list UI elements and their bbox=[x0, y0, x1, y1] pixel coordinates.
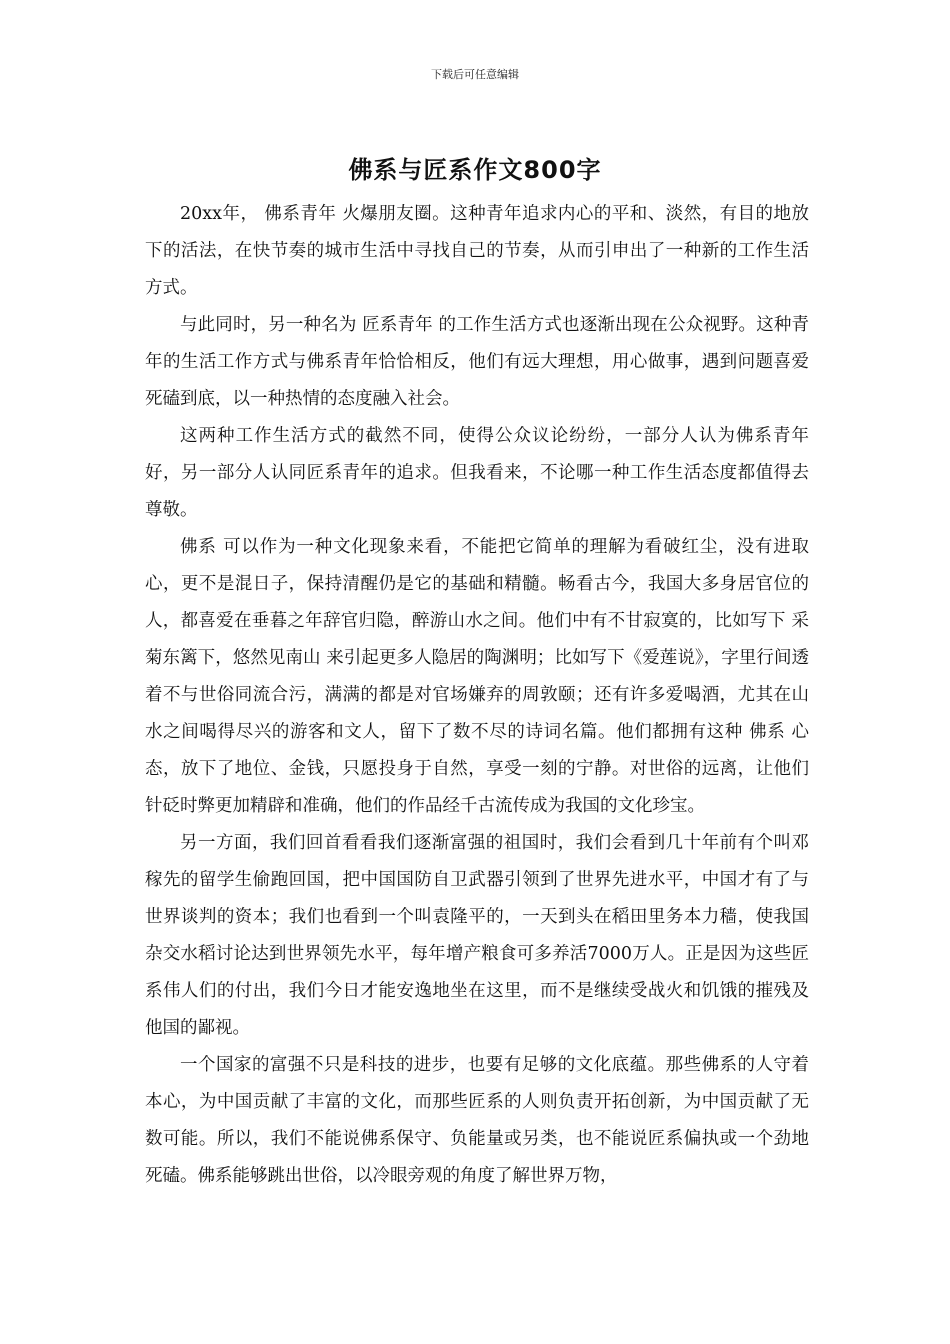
document-body bbox=[145, 196, 809, 1195]
paragraph: 与此同时，另一种名为 匠系青年 的工作生活方式也逐渐出现在公众视野。这种青年的生活工作方式与佛系青年恰恰相反，他们有远大理想，用心做事，遇到问题喜爱死磕到底，以一种热情的态度融入社会。 bbox=[145, 315, 809, 409]
paragraph: 一个国家的富强不只是科技的进步，也要有足够的文化底蕴。那些佛系的人守着本心，为中国贡献了丰富的文化，而那些匠系的人则负责开拓创新，为中国贡献了无数可能。所以，我们不能说佛系保守、负能量或另类，也不能说匠系偏执或一个劲地死磕。佛系能够跳出世俗，以冷眼旁观的角度了解世界万物， bbox=[145, 1055, 809, 1186]
paragraph: 20xx年， 佛系青年 火爆朋友圈。这种青年追求内心的平和、淡然，有目的地放下的活法，在快节奏的城市生活中寻找自己的节奏，从而引申出了一种新的工作生活方式。 bbox=[145, 204, 809, 298]
document-title: 佛系与匠系作文800字 bbox=[348, 156, 602, 184]
paragraph: 另一方面，我们回首看看我们逐渐富强的祖国时，我们会看到几十年前有个叫邓稼先的留学生偷跑回国，把中国国防自卫武器引领到了世界先进水平，中国才有了与世界谈判的资本；我们也看到一个叫袁隆平的，一天到头在稻田里务本力穑，使我国杂交水稻讨论达到世界领先水平，每年增产粮食可多养活7000万人。正是因为这些匠系伟人们的付出，我们今日才能安逸地坐在这里，而不是继续受战火和饥饿的摧残及他国的鄙视。 bbox=[145, 833, 809, 1038]
paragraph: 这两种工作生活方式的截然不同，使得公众议论纷纷，一部分人认为佛系青年好，另一部分人认同匠系青年的追求。但我看来，不论哪一种工作生活态度都值得去尊敬。 bbox=[145, 426, 809, 520]
paragraph: 佛系 可以作为一种文化现象来看，不能把它简单的理解为看破红尘，没有进取心，更不是混日子，保持清醒仍是它的基础和精髓。畅看古今，我国大多身居官位的人，都喜爱在垂暮之年辞官归隐，醉游山水之间。他们中有不甘寂寞的，比如写下 采菊东篱下，悠然见南山 来引起更多人隐居的陶渊明；比如写下《爱莲说》，字里行间透着不与世俗同流合污，满满的都是对官场嫌弃的周敦颐；还有许多爱喝酒，尤其在山水之间喝得尽兴的游客和文人，留下了数不尽的诗词名篇。他们都拥有这种 佛系 心态，放下了地位、金钱，只愿投身于自然，享受一刻的宁静。对世俗的远离，让他们针砭时弊更加精辟和准确，他们的作品经千古流传成为我国的文化珍宝。 bbox=[145, 537, 809, 816]
header-note: 下载后可任意编辑 bbox=[431, 68, 519, 81]
